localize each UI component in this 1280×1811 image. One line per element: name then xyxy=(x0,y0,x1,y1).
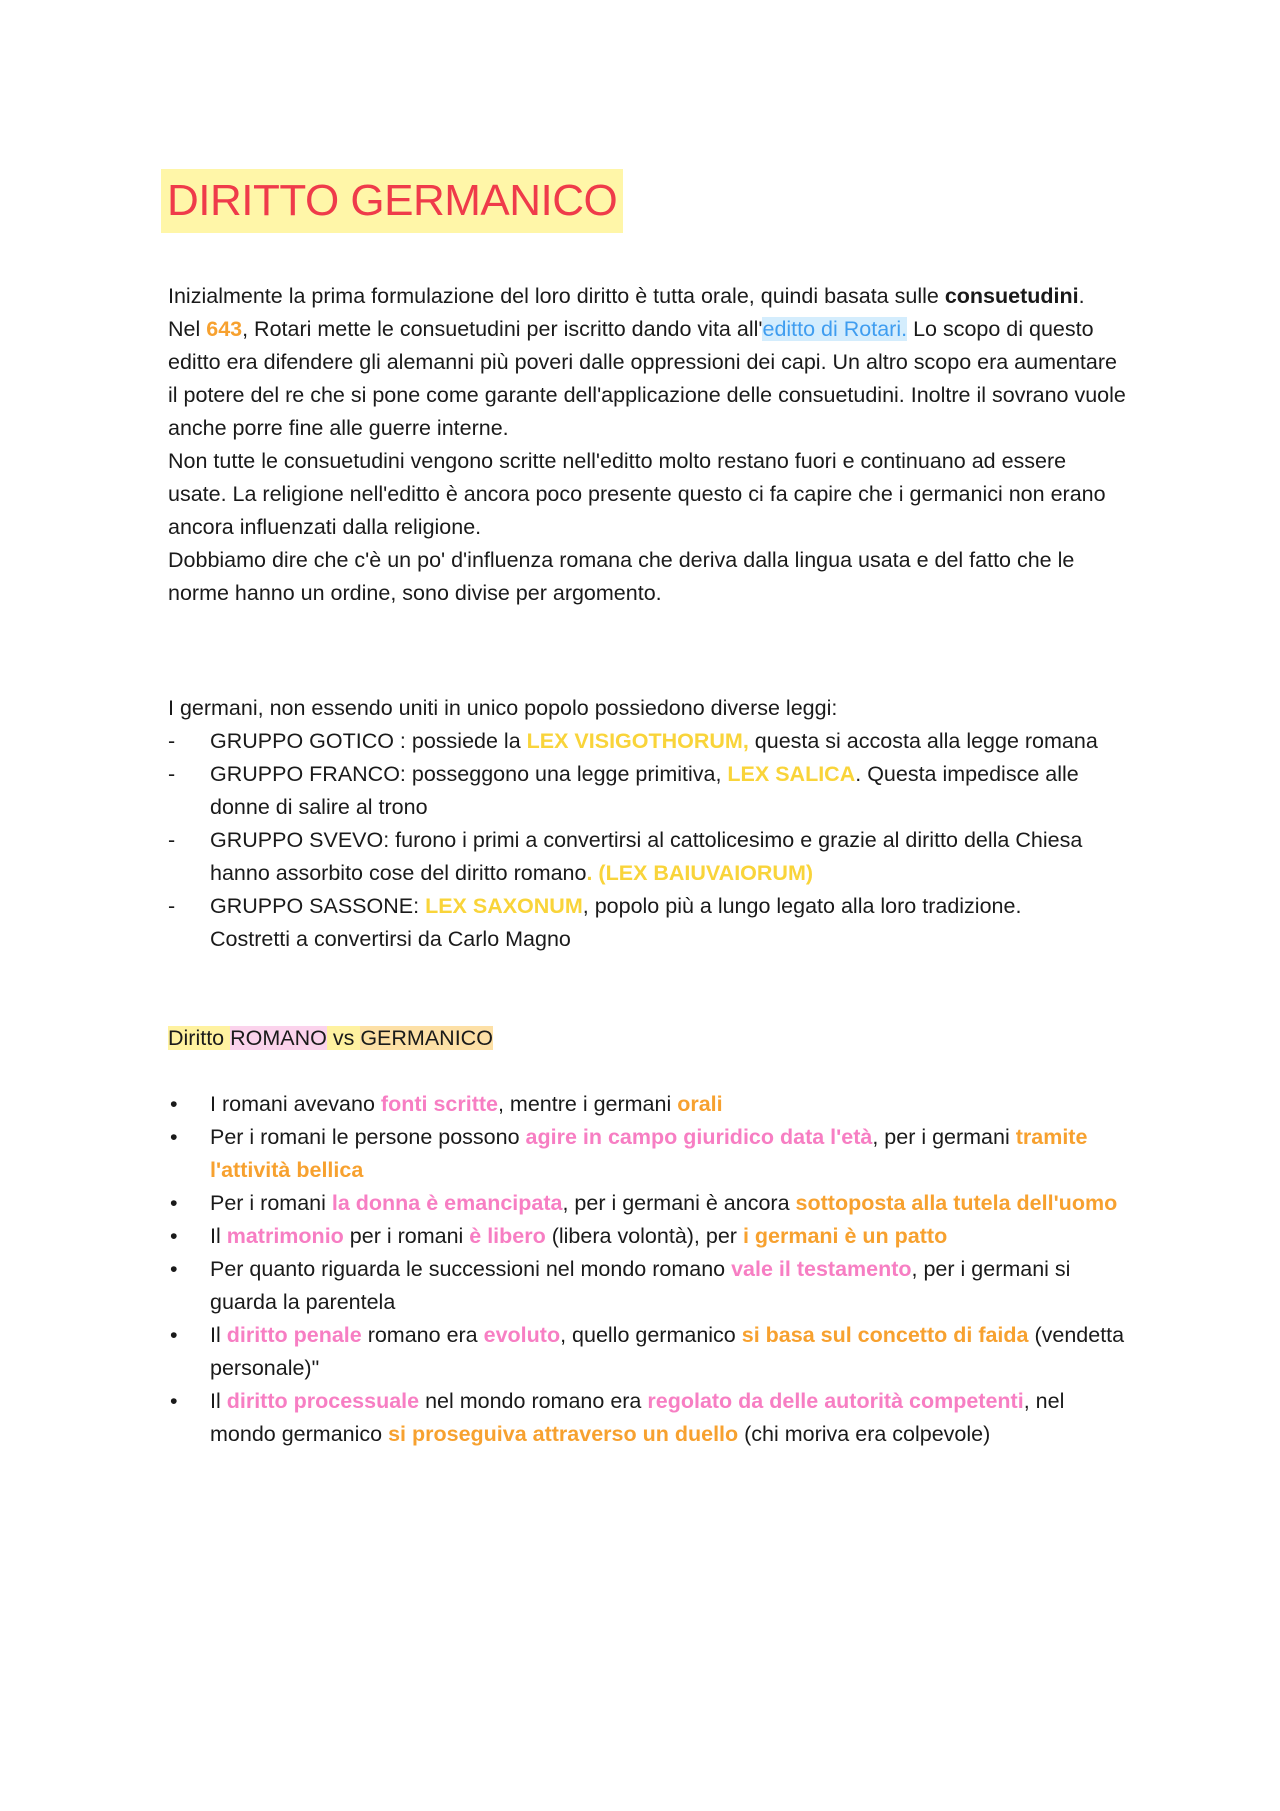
year-highlight: 643 xyxy=(206,317,243,341)
list-item xyxy=(168,1385,1128,1451)
intro-text: Nel xyxy=(168,317,207,341)
law-text: GRUPPO FRANCO: posseggono una legge primitiva, xyxy=(210,762,728,786)
subtitle-romano: ROMANO xyxy=(230,1026,327,1050)
germanic-term: orali xyxy=(677,1092,723,1116)
list-item xyxy=(168,1121,1128,1187)
item-text: Il xyxy=(210,1323,227,1347)
comparison-list xyxy=(168,1088,1128,1451)
law-text: , popolo più a lungo legato alla loro tradizione. xyxy=(582,894,1022,918)
germanic-term: si basa sul concetto di faida xyxy=(741,1323,1029,1347)
intro-text: Lo scopo di questo editto era difendere gli alemanni più poveri dalle oppressioni dei capi. Un altro scopo era aumentare il potere del re che si pone come garante dell'applicazione delle consuetudini. Inoltre il sovrano vuole anche porre fine alle guerre interne. xyxy=(168,317,1126,440)
item-text: Il xyxy=(210,1389,227,1413)
list-item xyxy=(168,890,1128,956)
lex-name: LEX VISIGOTHORUM, xyxy=(526,729,749,753)
roman-term: diritto processuale xyxy=(226,1389,420,1413)
lex-name: . (LEX BAIUVAIORUM) xyxy=(586,861,814,885)
bullet-marker: • xyxy=(170,1092,178,1116)
list-item xyxy=(168,1319,1128,1385)
item-text: , nel mondo germanico xyxy=(210,1389,1065,1446)
law-text: . Questa impedisce alle donne di salire al trono xyxy=(210,762,1079,819)
bullet-marker: • xyxy=(170,1224,178,1248)
roman-term: è libero xyxy=(469,1224,546,1248)
subtitle-part: vs xyxy=(326,1026,361,1050)
item-text: per i romani xyxy=(343,1224,470,1248)
subtitle-part: Diritto xyxy=(168,1026,231,1050)
bullet-marker: • xyxy=(170,1323,178,1347)
roman-term: evoluto xyxy=(483,1323,561,1347)
list-item xyxy=(168,758,1128,824)
list-item xyxy=(168,1187,1128,1220)
law-text: GRUPPO SVEVO: furono i primi a convertirsi al cattolicesimo e grazie al diritto della Chiesa hanno assorbito cose del diritto romano xyxy=(210,828,1083,885)
title-block xyxy=(161,169,623,233)
consuetudini-bold: consuetudini xyxy=(944,284,1079,308)
intro-text: Dobbiamo dire che c'è un po' d'influenza romana che deriva dalla lingua usata e del fatto che le norme hanno un ordine, sono divise per argomento. xyxy=(168,548,1075,605)
bullet-marker: • xyxy=(170,1125,178,1149)
bullet-marker: • xyxy=(170,1389,178,1413)
item-text: , quello germanico xyxy=(560,1323,742,1347)
list-item xyxy=(168,1088,1128,1121)
germanic-term: tramite l'attività bellica xyxy=(210,1125,1088,1182)
dash-marker: - xyxy=(168,828,176,852)
list-item xyxy=(168,1253,1128,1319)
item-text: , per i germani è ancora xyxy=(562,1191,796,1215)
laws-list xyxy=(168,725,1128,956)
item-text: nel mondo romano era xyxy=(419,1389,648,1413)
item-text: romano era xyxy=(361,1323,484,1347)
list-item xyxy=(168,824,1128,890)
intro-text: Inizialmente la prima formulazione del loro diritto è tutta orale, quindi basata sulle xyxy=(168,284,945,308)
dash-marker: - xyxy=(168,729,176,753)
item-text: Per i romani xyxy=(210,1191,332,1215)
roman-term: la donna è emancipata xyxy=(331,1191,563,1215)
law-text: Costretti a convertirsi da Carlo Magno xyxy=(210,927,571,951)
bullet-marker: • xyxy=(170,1191,178,1215)
list-item xyxy=(168,725,1128,758)
item-text: , per i germani si guarda la parentela xyxy=(210,1257,1071,1314)
roman-term: agire in campo giuridico data l'età xyxy=(525,1125,873,1149)
list-item xyxy=(168,1220,1128,1253)
law-text: questa si accosta alla legge romana xyxy=(748,729,1098,753)
intro-paragraph xyxy=(168,280,1128,610)
item-text: Per i romani le persone possono xyxy=(210,1125,526,1149)
item-text: Per quanto riguarda le successioni nel mondo romano xyxy=(210,1257,732,1281)
intro-text: , Rotari mette le consuetudini per iscritto dando vita all' xyxy=(242,317,763,341)
page-title: DIRITTO GERMANICO xyxy=(161,169,623,233)
germanic-term: i germani è un patto xyxy=(742,1224,948,1248)
roman-term: vale il testamento xyxy=(731,1257,912,1281)
editto-rotari-highlight: editto di Rotari. xyxy=(762,317,908,341)
germanic-term: si proseguiva attraverso un duello xyxy=(388,1422,739,1446)
laws-intro: I germani, non essendo uniti in unico popolo possiedono diverse leggi: xyxy=(168,696,838,720)
dash-marker: - xyxy=(168,762,176,786)
item-text: (chi moriva era colpevole) xyxy=(738,1422,991,1446)
bullet-marker: • xyxy=(170,1257,178,1281)
germanic-term: sottoposta alla tutela dell'uomo xyxy=(795,1191,1118,1215)
subtitle-germanico: GERMANICO xyxy=(360,1026,493,1050)
roman-term: regolato da delle autorità competenti xyxy=(647,1389,1024,1413)
roman-term: matrimonio xyxy=(226,1224,344,1248)
comparison-title xyxy=(168,1022,493,1055)
item-text: I romani avevano xyxy=(210,1092,381,1116)
lex-name: LEX SAXONUM xyxy=(425,894,583,918)
intro-text: Non tutte le consuetudini vengono scritte nell'editto molto restano fuori e continuano ad essere usate. La religione nell'editto è ancora poco presente questo ci fa capire che i germanici non erano ancora influenzati dalla religione. xyxy=(168,449,1106,539)
lex-name: LEX SALICA xyxy=(727,762,856,786)
item-text: (vendetta personale)" xyxy=(210,1323,1125,1380)
roman-term: fonti scritte xyxy=(380,1092,498,1116)
item-text: Il xyxy=(210,1224,227,1248)
item-text: (libera volontà), per xyxy=(545,1224,743,1248)
item-text: , per i germani xyxy=(872,1125,1016,1149)
item-text: , mentre i germani xyxy=(497,1092,678,1116)
dash-marker: - xyxy=(168,894,176,918)
law-text: GRUPPO SASSONE: xyxy=(210,894,426,918)
law-text: GRUPPO GOTICO : possiede la xyxy=(210,729,527,753)
intro-text: . xyxy=(1078,284,1085,308)
roman-term: diritto penale xyxy=(226,1323,362,1347)
